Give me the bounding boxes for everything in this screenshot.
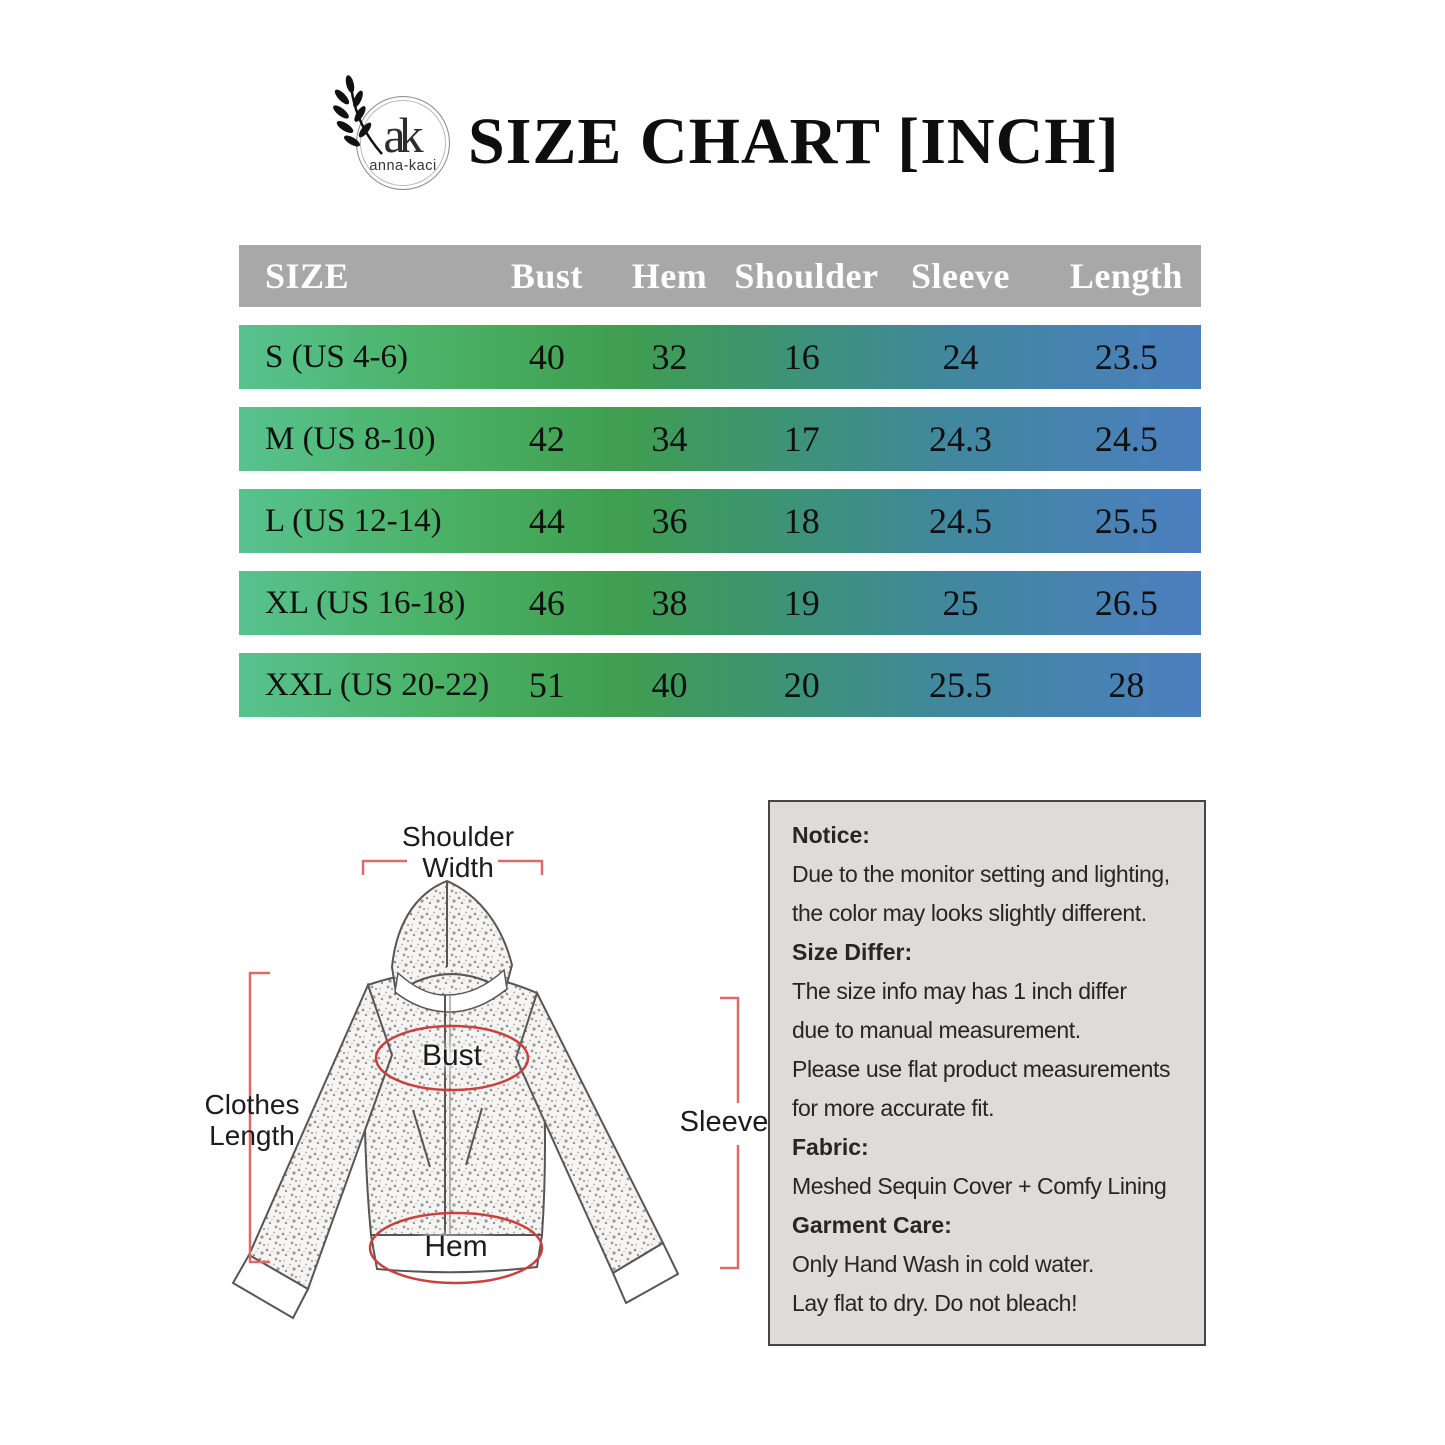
header-bust: Bust (510, 256, 583, 296)
row-bust-value: 42 (528, 419, 565, 459)
header-hem: Hem (631, 256, 708, 296)
row-bust-value: 40 (528, 337, 565, 377)
notice-text: Meshed Sequin Cover + Comfy Lining (792, 1173, 1167, 1199)
row-hem-value: 34 (651, 419, 688, 459)
table-row-xxl (239, 653, 1201, 717)
row-sleeve-value: 24.3 (928, 419, 992, 459)
leaf-sprig-icon (328, 74, 392, 166)
bust-label: Bust (421, 1039, 483, 1072)
notice-text: for more accurate fit. (792, 1095, 995, 1121)
sleeve-label: Sleeve (679, 1106, 769, 1138)
row-hem-value: 36 (651, 501, 688, 541)
hem-label: Hem (424, 1230, 488, 1263)
jacket-sketch (185, 815, 785, 1355)
row-size-label: M (US 8-10) (265, 420, 436, 457)
notice-heading: Notice: (792, 822, 870, 848)
row-shoulder-value: 20 (783, 665, 820, 705)
row-shoulder-value: 19 (783, 583, 820, 623)
row-length-value: 28 (1108, 665, 1145, 705)
row-sleeve-value: 25 (942, 583, 979, 623)
header-length: Length (1069, 256, 1183, 296)
garment-care-heading: Garment Care: (792, 1212, 952, 1238)
row-bust-value: 51 (528, 665, 565, 705)
brand-monogram: ak (383, 106, 417, 163)
notice-text: The size info may has 1 inch differ (792, 978, 1127, 1004)
notice-text: Only Hand Wash in cold water. (792, 1251, 1095, 1277)
notice-box (768, 800, 1206, 1346)
row-length-value: 25.5 (1094, 501, 1158, 541)
table-row-xl (239, 571, 1201, 635)
header-shoulder: Shoulder (734, 256, 879, 296)
row-hem-value: 40 (651, 665, 688, 705)
row-bust-value: 44 (528, 501, 565, 541)
row-hem-value: 38 (651, 583, 688, 623)
notice-text: due to manual measurement. (792, 1017, 1081, 1043)
table-row-s (239, 325, 1201, 389)
notice-text: Lay flat to dry. Do not bleach! (792, 1290, 1078, 1316)
row-length-value: 26.5 (1094, 583, 1158, 623)
notice-text: Please use flat product measurements (792, 1056, 1171, 1082)
row-sleeve-value: 25.5 (928, 665, 992, 705)
brand-name: anna-kaci (369, 157, 437, 174)
row-size-label: XL (US 16-18) (265, 584, 466, 621)
header-sleeve: Sleeve (910, 256, 1010, 296)
shoulder-width-label: Shoulder Width (401, 821, 515, 883)
row-length-value: 23.5 (1094, 337, 1158, 377)
page-title: SIZE CHART [INCH] (468, 105, 1120, 178)
row-length-value: 24.5 (1094, 419, 1158, 459)
size-table (239, 245, 1201, 735)
header-size: SIZE (265, 256, 350, 296)
notice-text: the color may looks slightly different. (792, 900, 1147, 926)
fabric-heading: Fabric: (792, 1134, 869, 1160)
row-size-label: S (US 4-6) (265, 338, 409, 375)
row-shoulder-value: 17 (783, 419, 820, 459)
row-shoulder-value: 18 (783, 501, 820, 541)
row-bust-value: 46 (528, 583, 565, 623)
row-size-label: XXL (US 20-22) (265, 666, 490, 703)
row-size-label: L (US 12-14) (265, 502, 442, 539)
size-differ-heading: Size Differ: (792, 939, 913, 965)
clothes-length-label: Clothes Length (204, 1089, 300, 1151)
garment-diagram (185, 815, 785, 1355)
size-table-header-row (239, 245, 1201, 307)
table-row-l (239, 489, 1201, 553)
row-sleeve-value: 24.5 (928, 501, 992, 541)
row-shoulder-value: 16 (783, 337, 820, 377)
notice-text: Due to the monitor setting and lighting, (792, 861, 1170, 887)
table-row-m (239, 407, 1201, 471)
row-hem-value: 32 (651, 337, 688, 377)
row-sleeve-value: 24 (942, 337, 979, 377)
